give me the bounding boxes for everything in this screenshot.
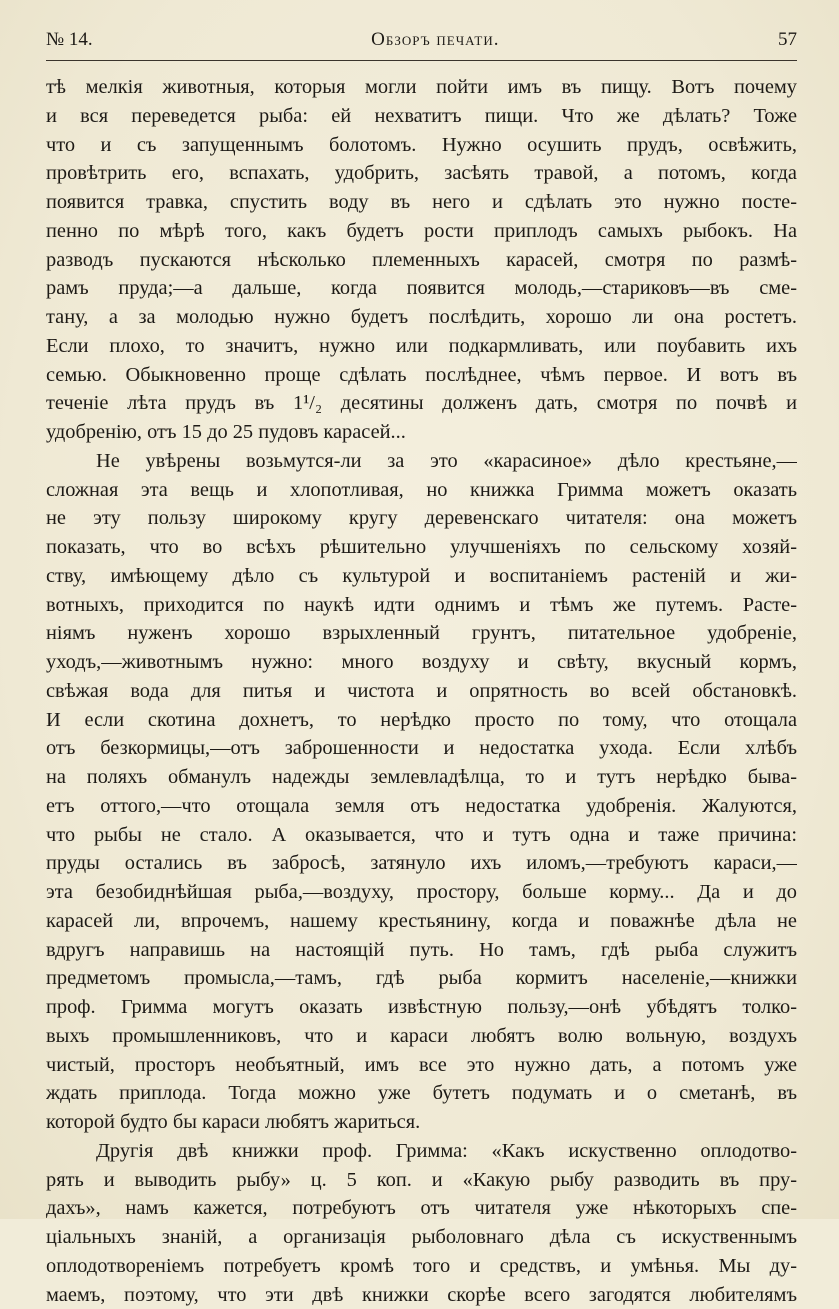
issue-number: № 14. (46, 28, 93, 52)
text-line: разводъ пускаются нѣсколько племенныхъ карасей, смотря по размѣ- (46, 246, 797, 275)
text-line: рять и выводить рыбу» ц. 5 коп. и «Какую рыбу разводить въ пру- (46, 1166, 797, 1195)
text-line: проф. Гримма могутъ оказать извѣстную пользу,—онѣ убѣдятъ толко- (46, 993, 797, 1022)
text-line: удобренію, отъ 15 до 25 пудовъ карасей... (46, 418, 797, 447)
text-line: отъ безкормицы,—отъ заброшенности и недостатка ухода. Если хлѣбъ (46, 734, 797, 763)
text-line: на поляхъ обманулъ надежды землевладѣлца, то и тутъ нерѣдко быва- (46, 763, 797, 792)
text-line: которой будто бы караси любятъ жариться. (46, 1108, 797, 1137)
text-line: уходъ,—животнымъ нужно: много воздуху и свѣту, вкусный кормъ, (46, 648, 797, 677)
text-line: оплодотвореніемъ потребуетъ кромѣ того и средствъ, и умѣнья. Мы ду- (46, 1252, 797, 1281)
text-line: вдругъ направишь на настоящій путь. Но тамъ, гдѣ рыба служитъ (46, 936, 797, 965)
text-line: провѣтрить его, вспахать, удобрить, засѣять травой, а потомъ, когда (46, 159, 797, 188)
text-line: появится травка, спустить воду въ него и сдѣлать это нужно посте- (46, 188, 797, 217)
text-line: пенно по мѣрѣ того, какъ будетъ рости приплодъ самыхъ рыбокъ. На (46, 217, 797, 246)
text-line: вотныхъ, приходится по наукѣ идти однимъ и тѣмъ же путемъ. Расте- (46, 591, 797, 620)
text-line: не эту пользу широкому кругу деревенскаго читателя: она можетъ (46, 504, 797, 533)
page-header (46, 28, 797, 61)
text-line: маемъ, поэтому, что эти двѣ книжки скорѣе всего загодятся любителямъ (46, 1281, 797, 1309)
text-line: дахъ», намъ кажется, потребуютъ отъ читателя уже нѣкоторыхъ спе- (46, 1194, 797, 1223)
text-line: Не увѣрены возьмутся-ли за это «карасиное» дѣло крестьяне,— (46, 447, 797, 476)
text-line: показать, что во всѣхъ рѣшительно улучшеніяхъ по сельскому хозяй- (46, 533, 797, 562)
text-line: эта безобиднѣйшая рыба,—воздуху, простору, больше корму... Да и до (46, 878, 797, 907)
running-title: Обзоръ печати. (371, 28, 499, 52)
page-number: 57 (778, 28, 797, 52)
text-line: рамъ пруда;—а дальше, когда появится молодь,—стариковъ—въ сме- (46, 274, 797, 303)
text-line: что и съ запущеннымъ болотомъ. Нужно осушить прудъ, освѣжить, (46, 131, 797, 160)
text-line: Другія двѣ книжки проф. Гримма: «Какъ искуственно оплодотво- (46, 1137, 797, 1166)
text-line: ціальныхъ знаній, а организація рыболовнаго дѣла съ искуственнымъ (46, 1223, 797, 1252)
text-line: предметомъ промысла,—тамъ, гдѣ рыба кормитъ населеніе,—книжки (46, 964, 797, 993)
text-line: тѣ мелкія животныя, которыя могли пойти имъ въ пищу. Вотъ почему (46, 73, 797, 102)
text-line: теченіе лѣта прудъ въ 1¹/₂ десятины долженъ дать, смотря по почвѣ и (46, 389, 797, 418)
text-line: ству, имѣющему дѣло съ культурой и воспитаніемъ растеній и жи- (46, 562, 797, 591)
article-body (46, 73, 797, 1309)
text-line: и вся переведется рыба: ей нехватитъ пищи. Что же дѣлать? Тоже (46, 102, 797, 131)
text-line: И если скотина дохнетъ, то нерѣдко просто по тому, что отощала (46, 706, 797, 735)
text-line: свѣжая вода для питья и чистота и опрятность во всей обстановкѣ. (46, 677, 797, 706)
text-line: тану, а за молодью нужно будетъ послѣдить, хорошо ли она ростетъ. (46, 303, 797, 332)
text-line: Если плохо, то значитъ, нужно или подкармливать, или поубавить ихъ (46, 332, 797, 361)
text-line: семью. Обыкновенно проще сдѣлать послѣднее, чѣмъ первое. И вотъ въ (46, 361, 797, 390)
text-line: сложная эта вещь и хлопотливая, но книжка Гримма можетъ оказать (46, 476, 797, 505)
text-line: ждать приплода. Тогда можно уже бутетъ подумать и о сметанѣ, въ (46, 1079, 797, 1108)
text-line: ніямъ нуженъ хорошо взрыхленный грунтъ, питательное удобреніе, (46, 619, 797, 648)
text-line: выхъ промышленниковъ, что и караси любятъ волю вольную, воздухъ (46, 1022, 797, 1051)
text-line: чистый, просторъ необъятный, имъ все это нужно дать, а потомъ уже (46, 1051, 797, 1080)
text-line: етъ оттого,—что отощала земля отъ недостатка удобренія. Жалуются, (46, 792, 797, 821)
text-line: пруды остались въ забросѣ, затянуло ихъ иломъ,—требуютъ караси,— (46, 849, 797, 878)
text-line: карасей ли, впрочемъ, нашему крестьянину, когда и поважнѣе дѣла не (46, 907, 797, 936)
text-line: что рыбы не стало. А оказывается, что и тутъ одна и таже причина: (46, 821, 797, 850)
